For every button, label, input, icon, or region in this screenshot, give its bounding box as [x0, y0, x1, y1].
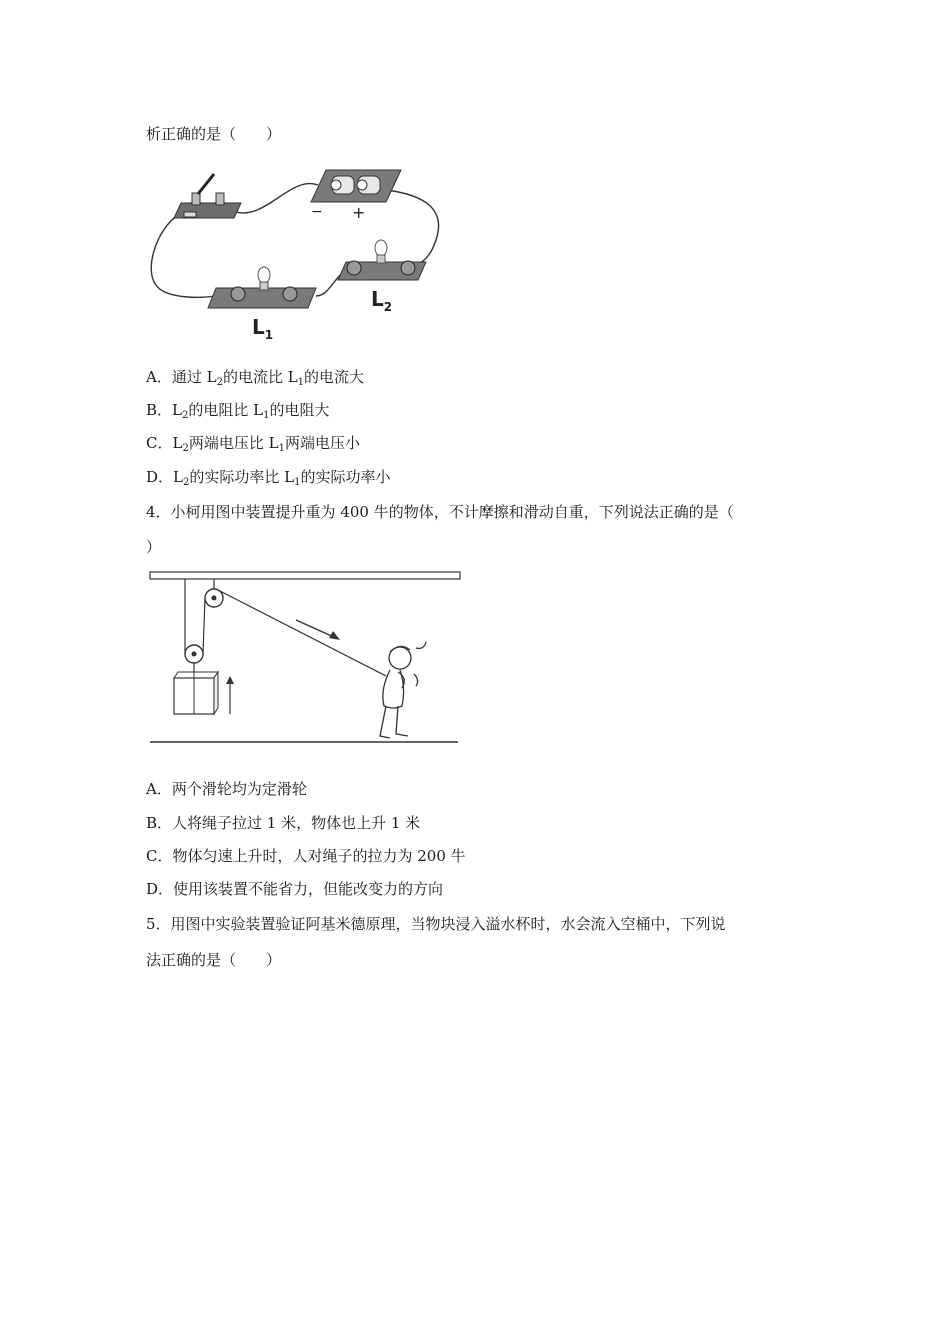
- battery-icon: [311, 170, 401, 202]
- movable-pulley-icon: [185, 645, 203, 676]
- q5-stem-line1: 5．用图中实验装置验证阿基米德原理，当物块浸入溢水杯时，水会流入空桶中，下列说: [146, 915, 726, 933]
- fixed-pulley-icon: [205, 579, 223, 607]
- q3-option-d: D．$L_2$的实际功率比 $L_1$的实际功率小: [146, 468, 391, 488]
- q3-option-c: C．$L_2$两端电压比 $L_1$两端电压小: [146, 434, 360, 454]
- q4-stem-line2: ）: [146, 538, 162, 556]
- bulb-l1-icon: [208, 267, 316, 308]
- q4-option-b: B．人将绳子拉过 1 米，物体也上升 1 米: [146, 814, 421, 832]
- ceiling-beam: [150, 572, 460, 579]
- q3-option-b: B．$L_2$的电阻比 $L_1$的电阻大: [146, 401, 330, 421]
- battery-minus-label: −: [311, 204, 323, 220]
- q5-stem-line2: 法正确的是（ ）: [146, 951, 282, 969]
- battery-plus-label: +: [352, 203, 366, 222]
- q4-stem-line1: 4．小柯用图中装置提升重为 400 牛的物体，不计摩擦和滑动自重，下列说法正确的是（: [146, 503, 734, 521]
- q3-stem-tail: 析正确的是（ ）: [146, 125, 282, 143]
- switch-icon: [174, 174, 241, 218]
- label-l2: $L_2$: [371, 287, 393, 314]
- q4-option-c: C．物体匀速上升时，人对绳子的拉力为 200 牛: [146, 847, 466, 865]
- q3-option-a: A．通过 $L_2$的电流比 $L_1$的电流大: [146, 368, 365, 388]
- person-pulling-icon: [380, 642, 426, 738]
- label-l1: $L_1$: [252, 315, 274, 342]
- circuit-diagram: [146, 160, 446, 348]
- q4-option-a: A．两个滑轮均为定滑轮: [146, 780, 307, 798]
- bulb-l2-icon: [338, 240, 426, 280]
- pulley-diagram: [146, 568, 464, 750]
- weight-box-icon: [174, 672, 218, 714]
- q4-option-d: D．使用该装置不能省力，但能改变力的方向: [146, 880, 444, 898]
